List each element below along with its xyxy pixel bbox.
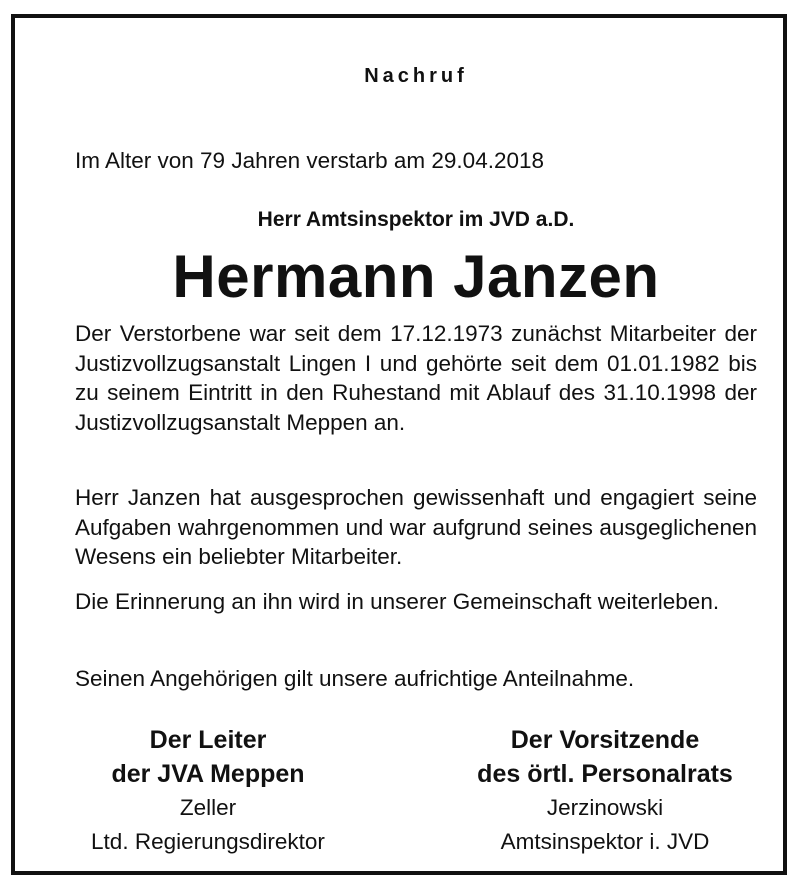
notice-heading: Nachruf: [364, 65, 468, 87]
signature-right-role: Amtsinspektor i. JVD: [500, 829, 710, 854]
signature-left-line1: Der Leiter: [149, 726, 267, 754]
signature-right-name: Jerzinowski: [546, 795, 664, 820]
signature-left-role: Ltd. Regierungsdirektor: [91, 829, 325, 854]
paragraph-memory: Die Erinnerung an ihn wird in unserer Gemeinschaft weiterleben.: [75, 589, 720, 614]
notice-border: [11, 14, 787, 875]
paragraph-career: Der Verstorbene war seit dem 17.12.1973 zunächst Mitarbeiter der Justizvollzugsanstalt Lingen I und gehörte seit dem 01.01.1982 bis zu seinem Eintritt in den Ruhestand mit Ablauf des 31.10.1998 der Justizvollzugsanstalt Meppen an.: [75, 321, 757, 435]
signature-right-line1: Der Vorsitzende: [510, 726, 700, 754]
signature-left-line2: der JVA Meppen: [111, 760, 305, 788]
paragraph-condolence: Seinen Angehörigen gilt unsere aufrichtige Anteilnahme.: [75, 666, 635, 691]
deceased-name: Hermann Janzen: [172, 243, 660, 310]
signature-right-line2: des örtl. Personalrats: [477, 760, 733, 788]
paragraph-character: Herr Janzen hat ausgesprochen gewissenhaft und engagiert seine Aufgaben wahrgenommen und war aufgrund seines ausgeglichenen Wesens ein beliebter Mitarbeiter.: [75, 485, 757, 569]
signature-right: [440, 723, 770, 859]
signature-left: [58, 723, 358, 859]
signature-left-name: Zeller: [179, 795, 237, 820]
intro-line: Im Alter von 79 Jahren verstarb am 29.04.2018: [75, 148, 545, 173]
deceased-title: Herr Amtsinspektor im JVD a.D.: [257, 208, 575, 231]
